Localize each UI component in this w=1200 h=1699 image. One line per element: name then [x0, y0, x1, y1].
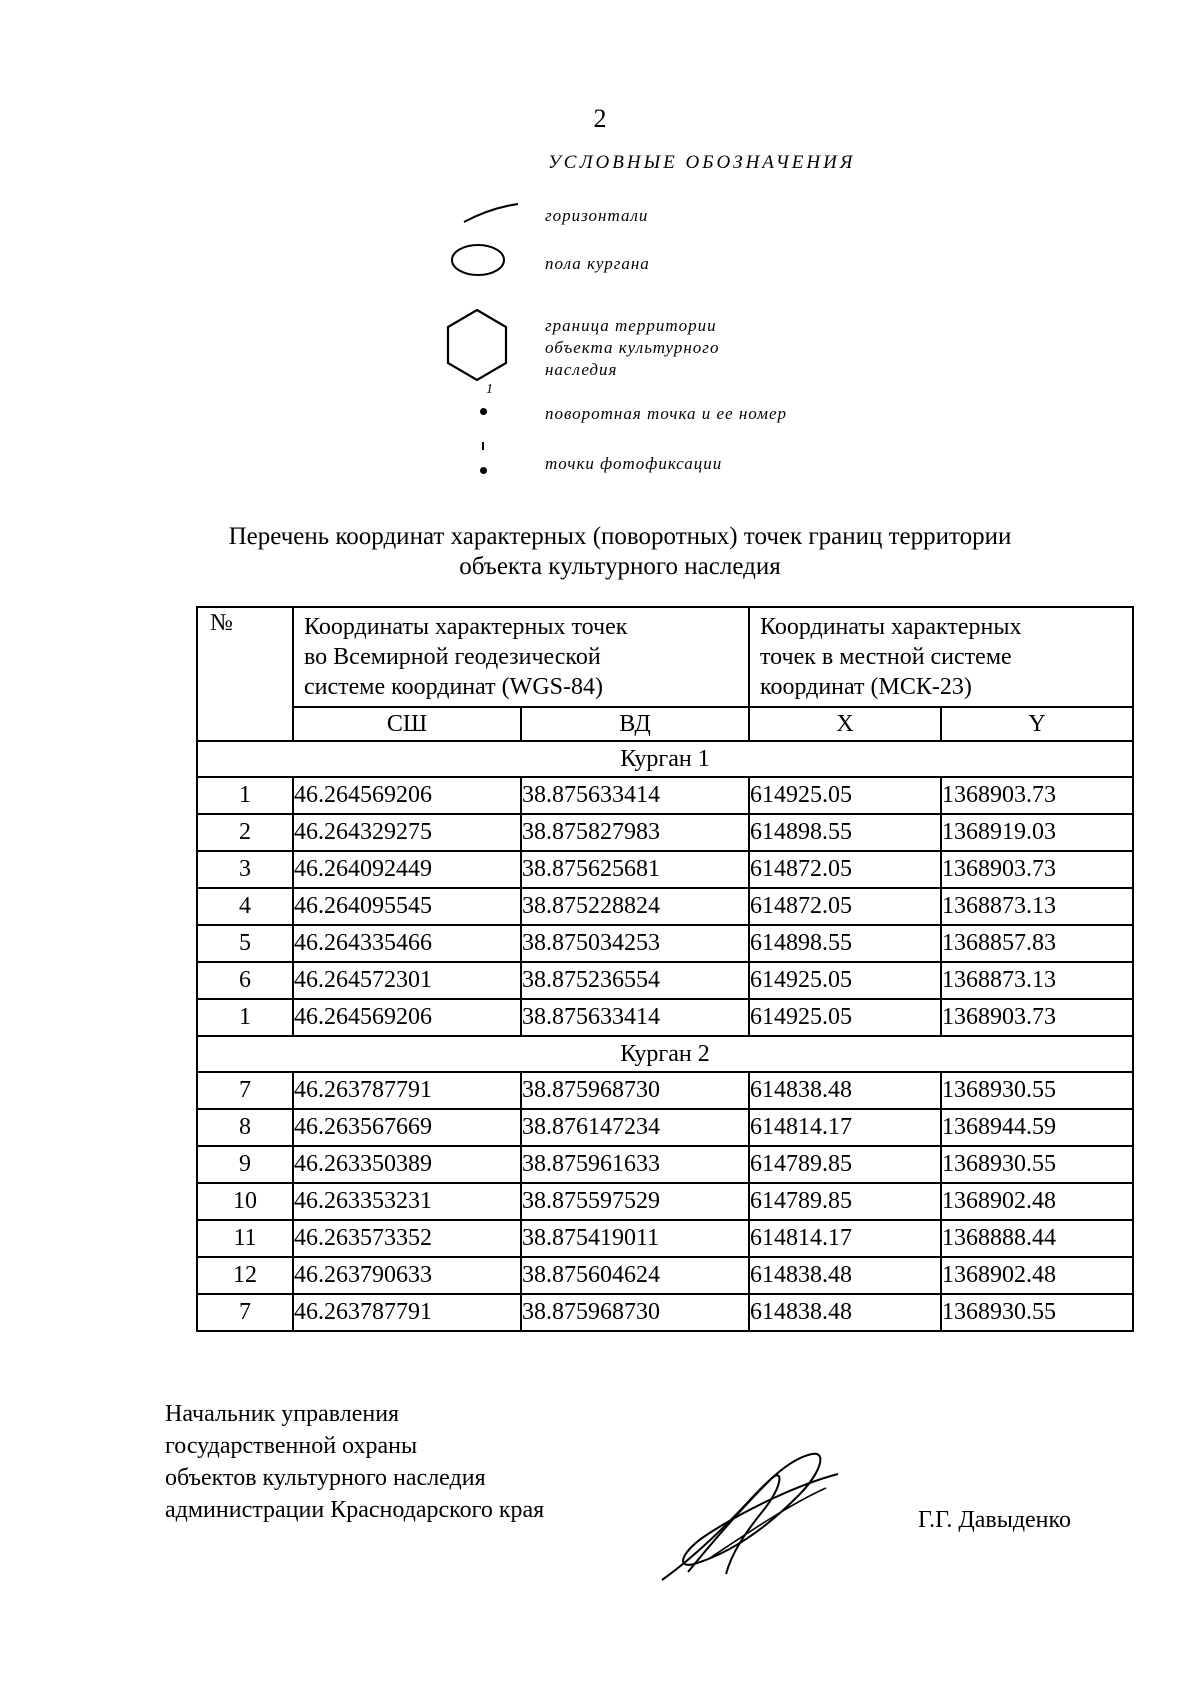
point-number-cell: 7	[197, 1294, 293, 1331]
photo-tick	[482, 442, 484, 450]
y-cell: 1368903.73	[941, 999, 1133, 1036]
table-row	[197, 1146, 1133, 1183]
signer-name: Г.Г. Давыденко	[918, 1507, 1071, 1533]
y-cell: 1368888.44	[941, 1220, 1133, 1257]
point-number-cell: 2	[197, 814, 293, 851]
y-column-header: Y	[941, 707, 1133, 741]
table-row	[197, 1257, 1133, 1294]
lat-cell: 46.263350389	[293, 1146, 521, 1183]
point-number-cell: 4	[197, 888, 293, 925]
table-row	[197, 925, 1133, 962]
table-row	[197, 962, 1133, 999]
y-cell: 1368903.73	[941, 851, 1133, 888]
y-cell: 1368857.83	[941, 925, 1133, 962]
table-row	[197, 1183, 1133, 1220]
lat-cell: 46.264092449	[293, 851, 521, 888]
lon-cell: 38.875034253	[521, 925, 749, 962]
lon-cell: 38.875236554	[521, 962, 749, 999]
heading-line-1: Перечень координат характерных (поворотных) точек границ территории	[228, 523, 1012, 550]
x-cell: 614872.05	[749, 851, 941, 888]
x-cell: 614898.55	[749, 814, 941, 851]
y-cell: 1368903.73	[941, 777, 1133, 814]
section-title: Курган 1	[197, 741, 1133, 777]
point-number-cell: 5	[197, 925, 293, 962]
legend	[440, 200, 940, 490]
lat-cell: 46.264335466	[293, 925, 521, 962]
x-cell: 614814.17	[749, 1109, 941, 1146]
legend-label-hexagon: граница территории объекта культурного наследия	[545, 316, 720, 379]
point-number-cell: 6	[197, 962, 293, 999]
y-cell: 1368902.48	[941, 1183, 1133, 1220]
lat-cell: 46.263790633	[293, 1257, 521, 1294]
y-cell: 1368873.13	[941, 888, 1133, 925]
lon-cell: 38.876147234	[521, 1109, 749, 1146]
y-cell: 1368930.55	[941, 1146, 1133, 1183]
table-row	[197, 851, 1133, 888]
table-row	[197, 1072, 1133, 1109]
legend-label-ellipse: пола кургана	[545, 254, 650, 273]
section-row	[197, 1036, 1133, 1072]
table-row	[197, 1294, 1133, 1331]
x-cell: 614925.05	[749, 962, 941, 999]
x-cell: 614925.05	[749, 777, 941, 814]
numbered-point-icon	[480, 382, 510, 422]
lon-cell: 38.875625681	[521, 851, 749, 888]
x-cell: 614838.48	[749, 1294, 941, 1331]
lon-cell: 38.875633414	[521, 999, 749, 1036]
point-number-cell: 1	[197, 999, 293, 1036]
table-row	[197, 814, 1133, 851]
lon-cell: 38.875968730	[521, 1072, 749, 1109]
table-row	[197, 1220, 1133, 1257]
point-number-cell: 10	[197, 1183, 293, 1220]
section-row	[197, 741, 1133, 777]
lon-cell: 38.875968730	[521, 1294, 749, 1331]
lon-cell: 38.875827983	[521, 814, 749, 851]
point-number-cell: 11	[197, 1220, 293, 1257]
y-cell: 1368902.48	[941, 1257, 1133, 1294]
x-cell: 614789.85	[749, 1146, 941, 1183]
lon-cell: 38.875633414	[521, 777, 749, 814]
lat-cell: 46.264095545	[293, 888, 521, 925]
lon-cell: 38.875597529	[521, 1183, 749, 1220]
point-number-label: 1	[486, 382, 493, 397]
table-row	[197, 999, 1133, 1036]
number-column-header: №	[197, 607, 293, 741]
lon-cell: 38.875228824	[521, 888, 749, 925]
x-cell: 614838.48	[749, 1257, 941, 1294]
hexagon-icon	[444, 307, 510, 383]
x-cell: 614814.17	[749, 1220, 941, 1257]
lon-cell: 38.875604624	[521, 1257, 749, 1294]
x-column-header: X	[749, 707, 941, 741]
contour-line-icon	[462, 200, 522, 230]
point-number-cell: 1	[197, 777, 293, 814]
point-number-cell: 9	[197, 1146, 293, 1183]
lat-column-header: СШ	[293, 707, 521, 741]
y-cell: 1368930.55	[941, 1294, 1133, 1331]
lat-cell: 46.263567669	[293, 1109, 521, 1146]
point-number-cell: 7	[197, 1072, 293, 1109]
x-cell: 614838.48	[749, 1072, 941, 1109]
heading-line-2: объекта культурного наследия	[459, 553, 781, 580]
msk-column-header: Координаты характерных точек в местной системе координат (МСК-23)	[749, 607, 1133, 707]
legend-label-photo: точки фотофиксации	[545, 454, 723, 473]
legend-label-point: поворотная точка и ее номер	[545, 404, 788, 423]
x-cell: 614872.05	[749, 888, 941, 925]
document-heading	[120, 522, 1120, 582]
table-row	[197, 777, 1133, 814]
lat-cell: 46.263353231	[293, 1183, 521, 1220]
y-cell: 1368944.59	[941, 1109, 1133, 1146]
signatory-title: Начальник управления государственной охраны объектов культурного наследия администрации Краснодарского края	[165, 1401, 545, 1523]
lon-column-header: ВД	[521, 707, 749, 741]
y-cell: 1368919.03	[941, 814, 1133, 851]
table-row	[197, 888, 1133, 925]
lat-cell: 46.263573352	[293, 1220, 521, 1257]
lat-cell: 46.264569206	[293, 999, 521, 1036]
lat-cell: 46.264329275	[293, 814, 521, 851]
x-cell: 614789.85	[749, 1183, 941, 1220]
point-dot	[480, 408, 487, 415]
lat-cell: 46.263787791	[293, 1072, 521, 1109]
y-cell: 1368873.13	[941, 962, 1133, 999]
ellipse-icon	[448, 240, 508, 280]
x-cell: 614925.05	[749, 999, 941, 1036]
handwritten-signature	[650, 1448, 860, 1588]
coordinates-table-body	[197, 741, 1133, 1331]
coordinates-table	[196, 606, 1134, 1332]
lon-cell: 38.875419011	[521, 1220, 749, 1257]
y-cell: 1368930.55	[941, 1072, 1133, 1109]
lat-cell: 46.263787791	[293, 1294, 521, 1331]
point-number-cell: 12	[197, 1257, 293, 1294]
wgs-column-header: Координаты характерных точек во Всемирной геодезической системе координат (WGS-84)	[293, 607, 749, 707]
legend-label-contour: горизонтали	[545, 206, 649, 225]
point-number-cell: 3	[197, 851, 293, 888]
lat-cell: 46.264572301	[293, 962, 521, 999]
photo-dot	[480, 467, 487, 474]
point-number-cell: 8	[197, 1109, 293, 1146]
x-cell: 614898.55	[749, 925, 941, 962]
photo-point-icon	[480, 442, 500, 478]
lon-cell: 38.875961633	[521, 1146, 749, 1183]
legend-title: УСЛОВНЫЕ ОБОЗНАЧЕНИЯ	[548, 152, 856, 173]
page-number: 2	[593, 104, 607, 133]
section-title: Курган 2	[197, 1036, 1133, 1072]
lat-cell: 46.264569206	[293, 777, 521, 814]
table-row	[197, 1109, 1133, 1146]
